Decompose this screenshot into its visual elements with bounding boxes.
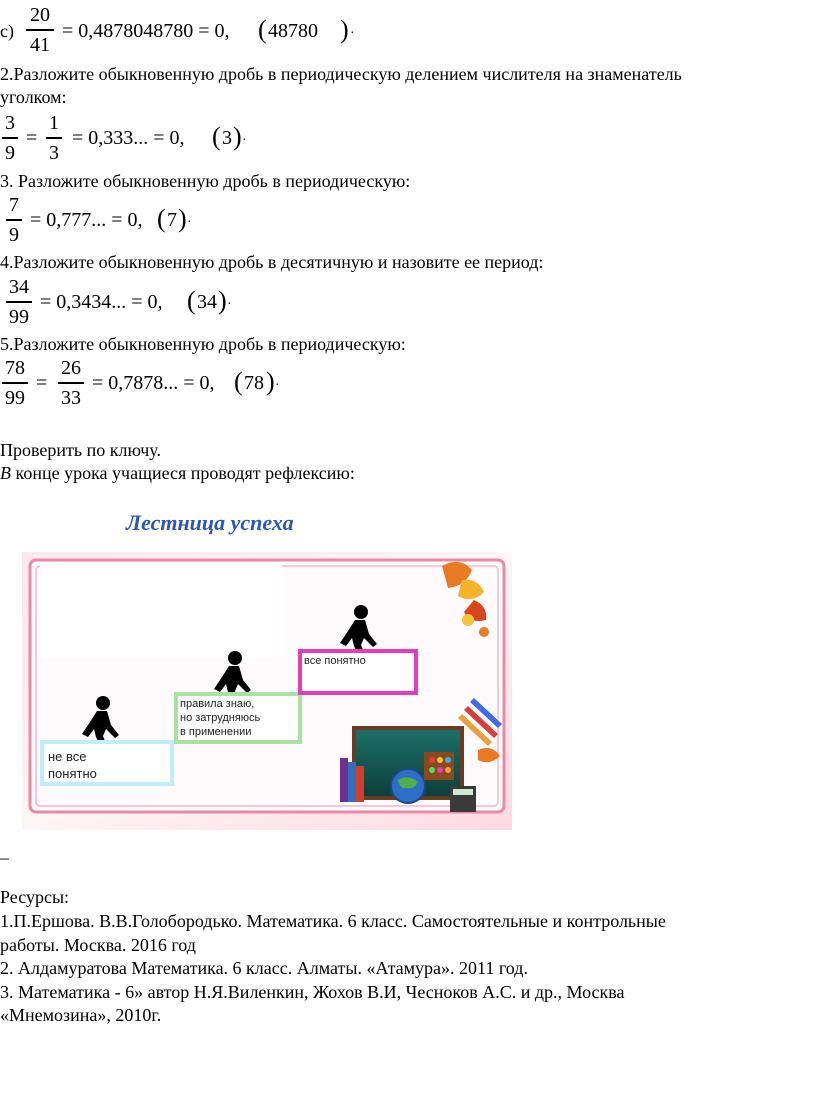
fraction	[6, 194, 22, 246]
resource-line: 3. Математика - 6» автор Н.Я.Виленкин, Жохов В.И, Чесноков А.С. и др., Москва	[0, 981, 625, 1002]
picture-title: Лестница успеха	[126, 510, 294, 535]
reflection-italic: В	[0, 463, 11, 483]
fraction	[58, 357, 84, 409]
success-ladder-picture	[22, 500, 512, 830]
step3-label: все понятно	[304, 655, 366, 667]
reflection-text: конце урока учащиеся проводят рефлексию:	[11, 463, 355, 483]
resources-list	[0, 910, 666, 1028]
separator-dash: _	[0, 841, 9, 861]
equals-sign: =	[26, 127, 38, 149]
denominator: 3	[49, 141, 59, 164]
resource-line: «Мнемозина», 2010г.	[0, 1005, 162, 1025]
denominator: 9	[5, 141, 15, 164]
decimal-result: = 0,4878048780 = 0,	[62, 20, 230, 42]
fraction	[2, 357, 28, 409]
denominator: 41	[30, 33, 50, 56]
numerator: 3	[5, 112, 15, 134]
numerator: 20	[30, 4, 50, 26]
period: 7	[167, 209, 177, 231]
period: 78	[244, 372, 264, 394]
fraction	[46, 112, 62, 164]
reflection-instruction	[0, 462, 355, 485]
denominator: 9	[9, 223, 19, 246]
step1-label: не все понятно	[48, 749, 97, 781]
decimal-result: = 0,3434... = 0,	[40, 291, 163, 313]
resources-title: Ресурсы:	[0, 887, 70, 907]
denominator: 99	[5, 386, 25, 409]
fraction	[2, 112, 18, 164]
decimal-result: = 0,7878... = 0,	[92, 372, 215, 394]
fraction	[6, 276, 32, 328]
check-instruction: Проверить по ключу.	[0, 440, 161, 460]
exercise-heading: 5.Разложите обыкновенную дробь в периодическую:	[0, 334, 406, 354]
numerator: 26	[61, 357, 81, 379]
denominator: 99	[9, 305, 29, 328]
equals-sign: =	[36, 372, 48, 394]
period: 3	[222, 127, 232, 149]
resource-line: 2. Алдамуратова Математика. 6 класс. Алматы. «Атамура». 2011 год.	[0, 958, 528, 978]
resource-line: 1.П.Ершова. В.В.Голобородько. Математика. 6 класс. Самостоятельные и контрольные	[0, 911, 666, 931]
period: 34	[197, 291, 217, 313]
exercise-heading: 4.Разложите обыкновенную дробь в десятичную и назовите ее период:	[0, 252, 544, 272]
exercise-heading: 3. Разложите обыкновенную дробь в периодическую:	[0, 171, 411, 191]
denominator: 33	[61, 386, 81, 409]
decimal-result: = 0,333... = 0,	[72, 127, 185, 149]
decimal-result: = 0,777... = 0,	[30, 209, 143, 231]
period: 48780	[268, 20, 318, 42]
exercise-heading-cont: уголком:	[0, 87, 67, 107]
resource-line: работы. Москва. 2016 год	[0, 934, 196, 955]
exercise-heading: 2.Разложите обыкновенную дробь в периодическую делением числителя на знаменатель	[0, 64, 682, 84]
item-prefix: с)	[0, 21, 14, 41]
numerator: 78	[5, 357, 25, 379]
fraction	[26, 4, 54, 56]
numerator: 7	[9, 194, 19, 216]
numerator: 1	[49, 112, 59, 134]
step2-label: правила знаю, но затрудняюсь в применении	[180, 698, 261, 738]
numerator: 34	[9, 276, 29, 298]
